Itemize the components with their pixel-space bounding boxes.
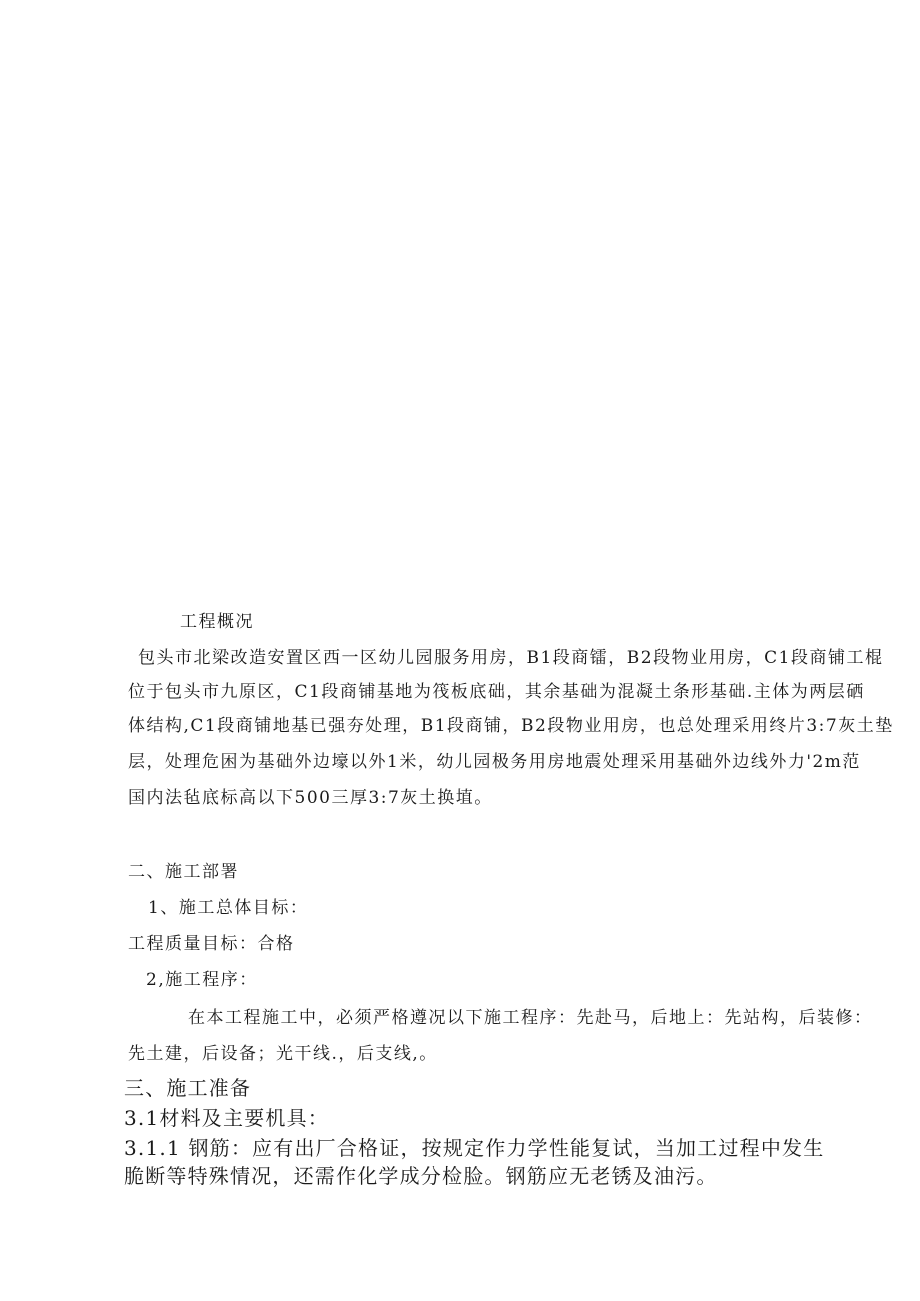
preparation-heading: 三、施工准备	[124, 1076, 252, 1100]
goal-heading: 1、施工总体目标：	[148, 898, 309, 918]
procedure-line-2: 先土建，后设备；光干线.，后支线,。	[128, 1044, 438, 1064]
overview-line-5: 国内法毡底标高以下500三厚3:7灰土换埴。	[128, 788, 493, 808]
preparation-item-line-2: 脆断等特殊情况，还需作化学成分检脸。钢筋应无老锈及油污。	[124, 1164, 718, 1188]
preparation-subheading: 3.1材料及主要机具：	[124, 1106, 330, 1130]
overview-line-1: 包头市北梁改造安置区西一区幼儿园服务用房，B1段商镭，B2段物业用房，C1段商铺工棍	[138, 648, 884, 668]
overview-line-3: 体结构,C1段商铺地基已强夯处理，B1段商铺，B2段物业用房，也总处理采用终片3:7灰土垫	[128, 716, 894, 736]
procedure-heading: 2,施工程序：	[146, 970, 258, 990]
overview-line-4: 层，处理危困为基础外边壕以外1米，幼儿园极务用房地震处理采用基础外边线外力'2m范	[128, 752, 861, 772]
preparation-item-line-1: 3.1.1 钢筋：应有出厂合格证，按规定作力学性能复试，当加工过程中发生	[124, 1136, 825, 1160]
quality-goal: 工程质量目标：合格	[128, 934, 295, 954]
deployment-heading: 二、施工部署	[128, 862, 239, 882]
overview-heading: 工程概况	[180, 612, 254, 632]
procedure-line-1: 在本工程施工中，必须严格遵况以下施工程序：先赴马，后地上：先站构，后装修：	[188, 1008, 873, 1028]
overview-line-2: 位于包头市九原区，C1段商铺基地为筏板底础，其余基础为混凝土条形基础.主体为两层硒	[128, 682, 865, 702]
